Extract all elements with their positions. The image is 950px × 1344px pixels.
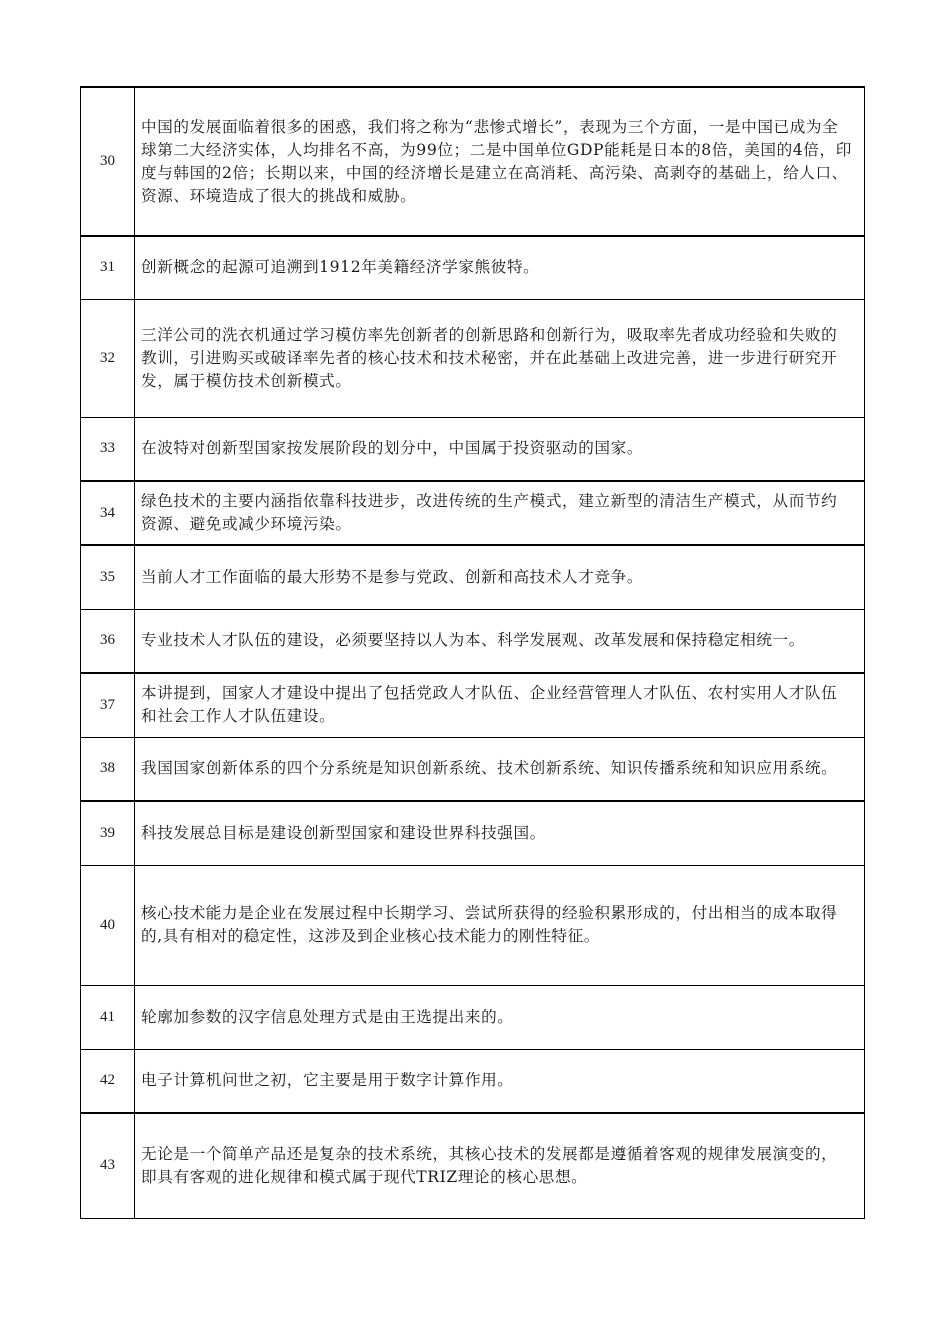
question-number: 35 [81, 545, 135, 609]
table-row [81, 801, 865, 865]
question-number: 42 [81, 1049, 135, 1113]
question-text: 三洋公司的洗衣机通过学习模仿率先创新者的创新思路和创新行为，吸取率先者成功经验和失败的教训，引进购买或破译率先者的核心技术和技术秘密，并在此基础上改进完善，进一步进行研究开发，属于模仿技术创新模式。 [135, 299, 865, 417]
question-text: 中国的发展面临着很多的困惑，我们将之称为“悲惨式增长”，表现为三个方面，一是中国已成为全球第二大经济实体，人均排名不高，为99位；二是中国单位GDP能耗是日本的8倍，美国的4倍，印度与韩国的2倍；长期以来，中国的经济增长是建立在高消耗、高污染、高剥夺的基础上，给人口、资源、环境造成了很大的挑战和威胁。 [135, 87, 865, 236]
question-text: 轮廓加参数的汉字信息处理方式是由王选提出来的。 [135, 985, 865, 1049]
question-text: 在波特对创新型国家按发展阶段的划分中，中国属于投资驱动的国家。 [135, 417, 865, 481]
question-text: 绿色技术的主要内涵指依靠科技进步，改进传统的生产模式，建立新型的清洁生产模式，从而节约资源、避免或减少环境污染。 [135, 481, 865, 545]
question-number: 36 [81, 609, 135, 673]
question-text: 专业技术人才队伍的建设，必须要坚持以人为本、科学发展观、改革发展和保持稳定相统一。 [135, 609, 865, 673]
question-number: 40 [81, 865, 135, 985]
table-row [81, 545, 865, 609]
table-row [81, 481, 865, 545]
question-text: 我国国家创新体系的四个分系统是知识创新系统、技术创新系统、知识传播系统和知识应用系统。 [135, 737, 865, 801]
questions-table [80, 86, 865, 1219]
table-row [81, 1049, 865, 1113]
question-number: 30 [81, 87, 135, 236]
table-row [81, 1113, 865, 1218]
question-number: 33 [81, 417, 135, 481]
table-row [81, 609, 865, 673]
question-text: 创新概念的起源可追溯到1912年美籍经济学家熊彼特。 [135, 236, 865, 299]
table-row [81, 87, 865, 236]
question-number: 31 [81, 236, 135, 299]
question-text: 核心技术能力是企业在发展过程中长期学习、尝试所获得的经验积累形成的，付出相当的成本取得的,具有相对的稳定性，这涉及到企业核心技术能力的刚性特征。 [135, 865, 865, 985]
question-number: 39 [81, 801, 135, 865]
question-text: 科技发展总目标是建设创新型国家和建设世界科技强国。 [135, 801, 865, 865]
table-row [81, 673, 865, 737]
question-number: 43 [81, 1113, 135, 1218]
table-row [81, 865, 865, 985]
question-number: 37 [81, 673, 135, 737]
question-number: 38 [81, 737, 135, 801]
table-row [81, 985, 865, 1049]
table-row [81, 737, 865, 801]
table-row [81, 417, 865, 481]
question-number: 34 [81, 481, 135, 545]
table-row [81, 236, 865, 299]
table-row [81, 299, 865, 417]
question-text: 电子计算机问世之初，它主要是用于数字计算作用。 [135, 1049, 865, 1113]
question-text: 当前人才工作面临的最大形势不是参与党政、创新和高技术人才竞争。 [135, 545, 865, 609]
question-text: 本讲提到，国家人才建设中提出了包括党政人才队伍、企业经营管理人才队伍、农村实用人才队伍和社会工作人才队伍建设。 [135, 673, 865, 737]
question-number: 41 [81, 985, 135, 1049]
question-number: 32 [81, 299, 135, 417]
question-text: 无论是一个简单产品还是复杂的技术系统，其核心技术的发展都是遵循着客观的规律发展演变的，即具有客观的进化规律和模式属于现代TRIZ理论的核心思想。 [135, 1113, 865, 1218]
